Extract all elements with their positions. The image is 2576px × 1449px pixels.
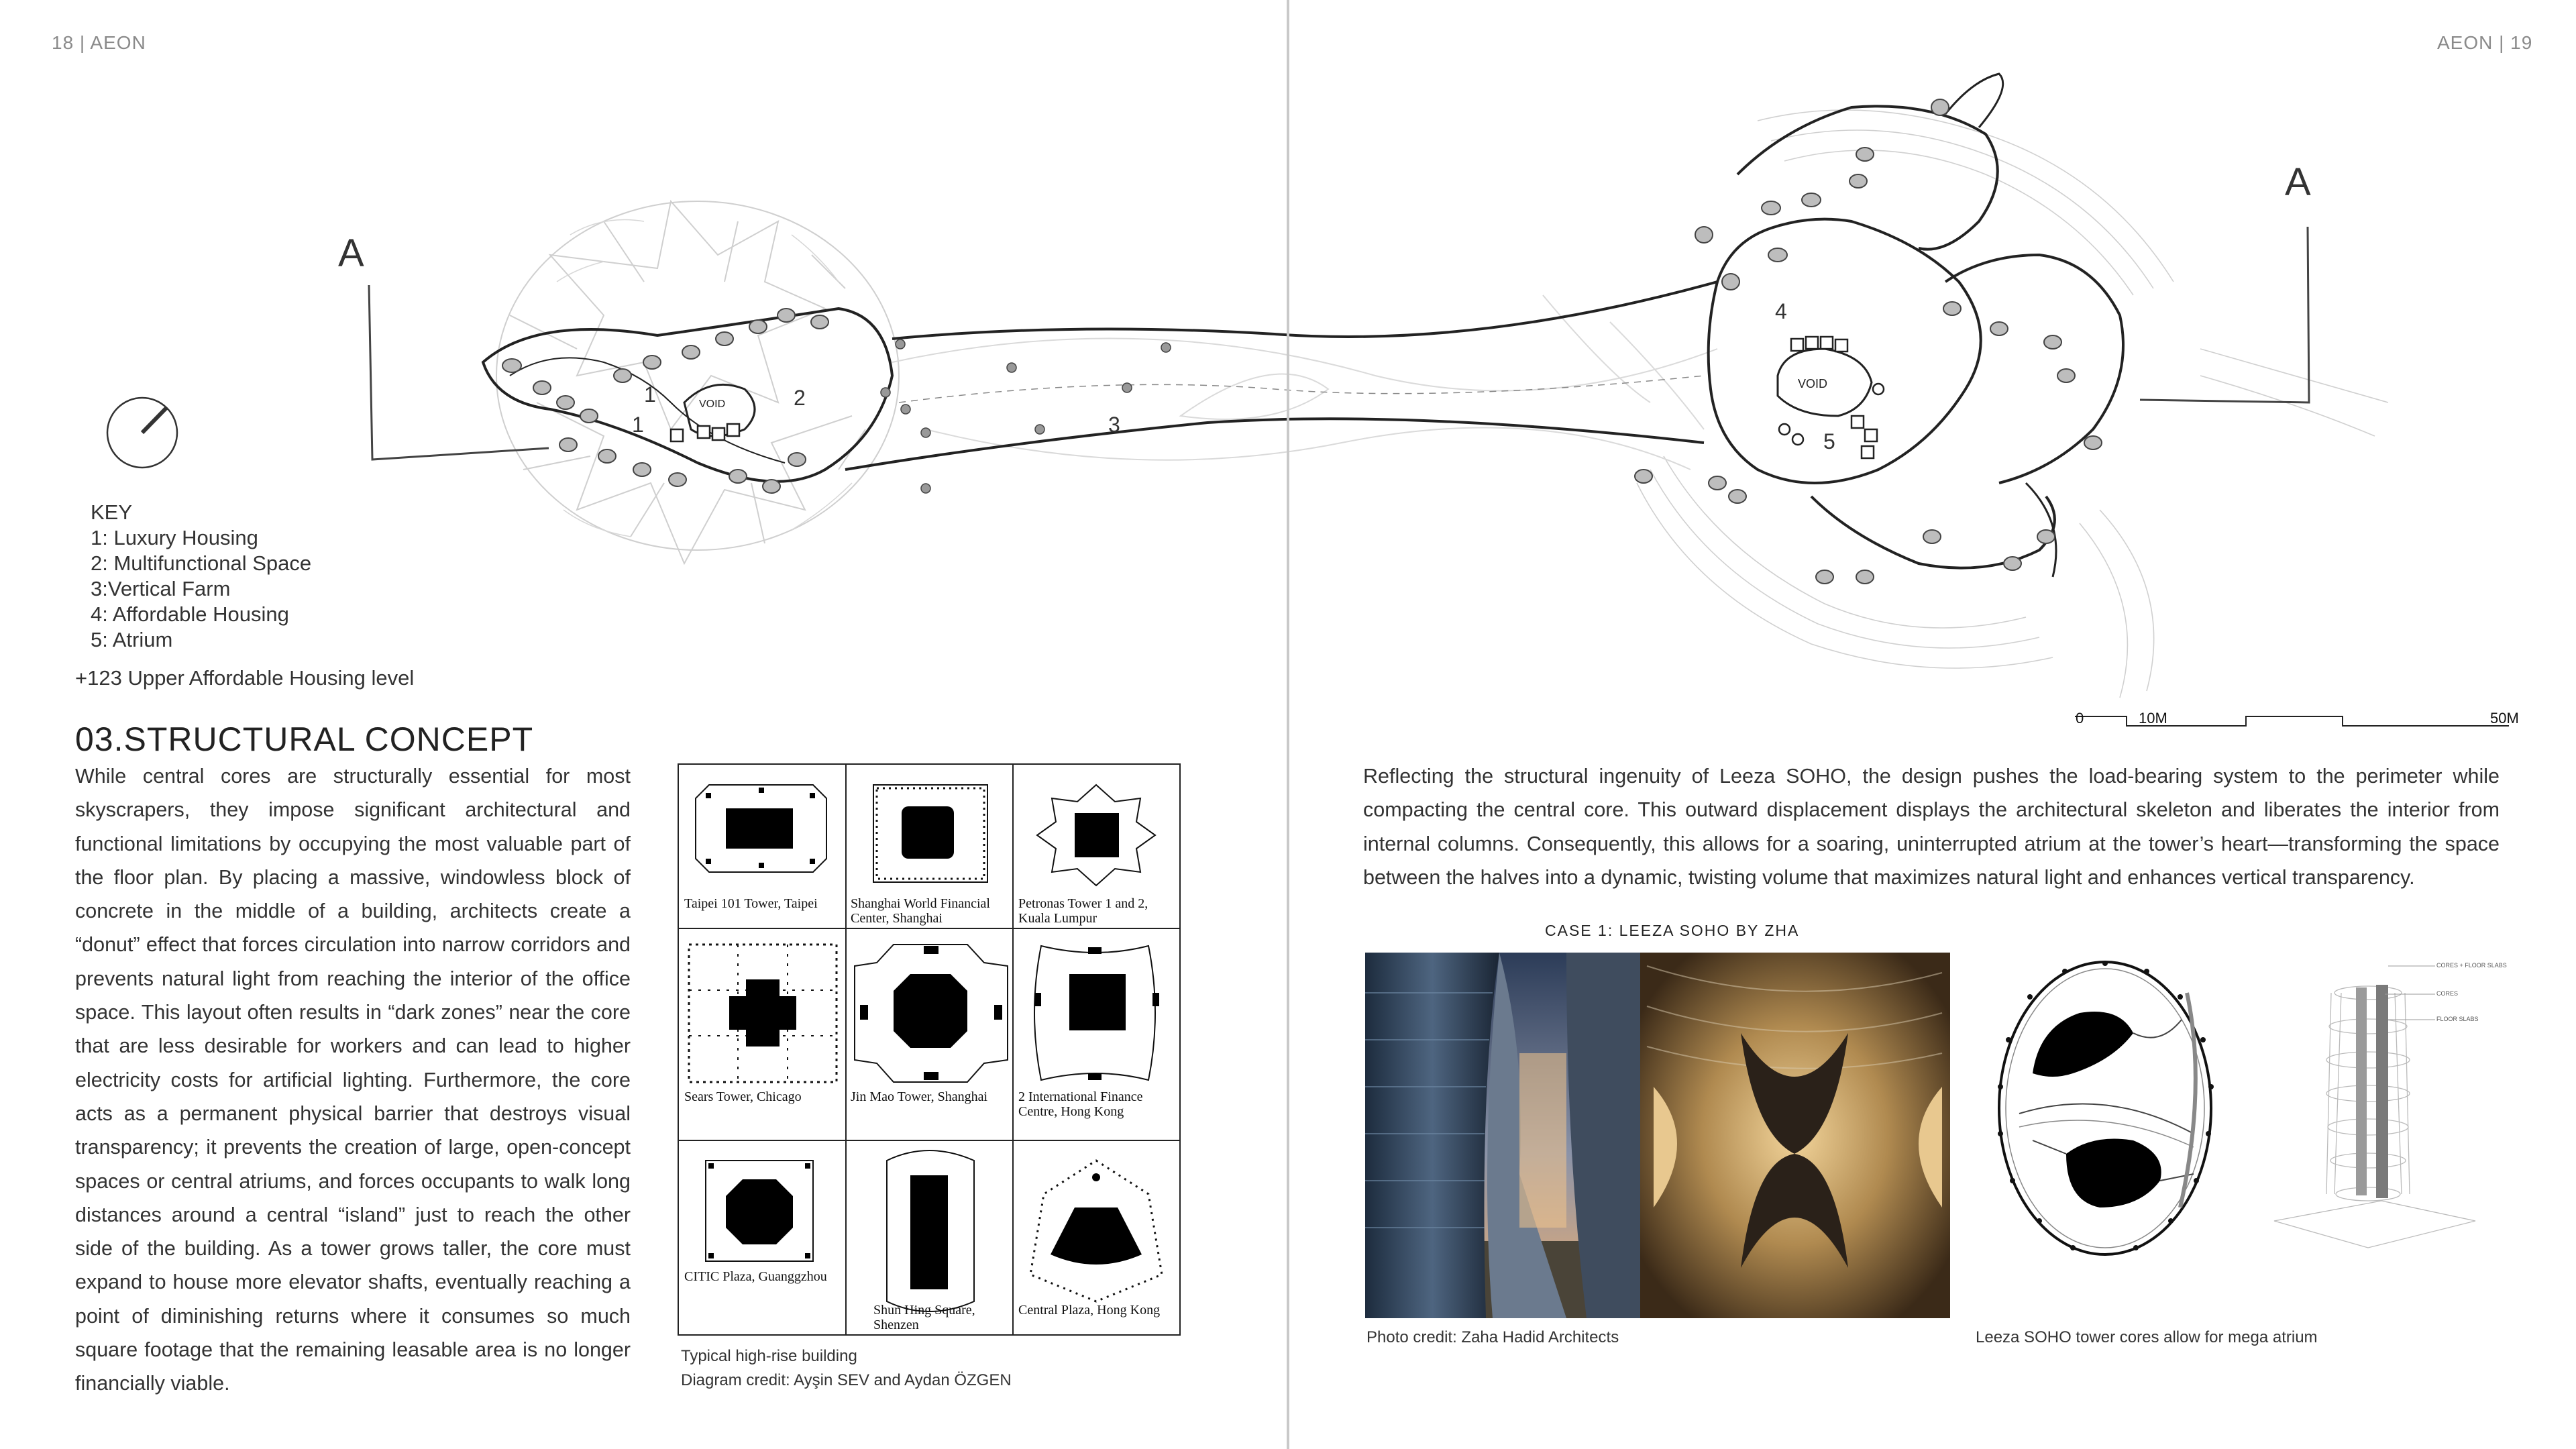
- plan-petronas: [1037, 785, 1155, 885]
- left-folio: 18 | AEON: [52, 32, 146, 53]
- cell-label-sears: Sears Tower, Chicago: [684, 1089, 802, 1104]
- core-south: [2066, 1139, 2161, 1208]
- north-arrow: [107, 398, 177, 468]
- scale-zero: 0: [2076, 710, 2084, 727]
- axo-label-cores: CORES: [2436, 990, 2459, 997]
- plan-shun-hing: [887, 1150, 974, 1311]
- leeza-core-plan-diagram: [1992, 953, 2220, 1268]
- plan-jin-mao: [855, 945, 1008, 1082]
- leeza-axonometric: [2234, 953, 2529, 1254]
- page-gutter: [1287, 0, 1289, 1449]
- plan-key: [91, 500, 311, 653]
- west-pod-outline: [483, 309, 892, 482]
- key-item-5: 5: Atrium: [91, 628, 173, 651]
- diagram-caption: Typical high-rise building: [681, 1347, 857, 1365]
- cell-label-taipei: Taipei 101 Tower, Taipei: [684, 896, 818, 911]
- cell-label-swfc-2: Center, Shanghai: [851, 911, 943, 926]
- cell-label-shun-hing-1: Shun Hing Square,: [873, 1303, 975, 1318]
- key-item-4: 4: Affordable Housing: [91, 602, 289, 626]
- cell-label-citic: CITIC Plaza, Guanggzhou: [684, 1269, 827, 1284]
- key-item-2: 2: Multifunctional Space: [91, 551, 312, 575]
- zone-label-2: 2: [794, 386, 806, 410]
- plan-taipei-101: [696, 785, 826, 872]
- zone-label-4: 4: [1775, 299, 1787, 323]
- core-diagram-caption: Leeza SOHO tower cores allow for mega atrium: [1976, 1328, 2318, 1346]
- core-north: [2033, 1012, 2133, 1077]
- key-title: KEY: [91, 500, 133, 524]
- bridge-columns: [881, 339, 1171, 493]
- void-label-east: VOID: [1798, 377, 1828, 390]
- plan-citic-plaza: [706, 1161, 813, 1261]
- diagram-credit: Diagram credit: Ayşin SEV and Aydan ÖZGEN: [681, 1371, 1012, 1389]
- scale-50m: 50M: [2490, 710, 2519, 727]
- zone-label-5: 5: [1823, 429, 1835, 453]
- east-wing-louvres: [1637, 110, 2388, 698]
- level-label: +123 Upper Affordable Housing level: [75, 666, 415, 690]
- plan-ifc-hong-kong: [1034, 946, 1159, 1080]
- photo-credit: Photo credit: Zaha Hadid Architects: [1366, 1328, 1619, 1346]
- cell-label-central-plaza: Central Plaza, Hong Kong: [1018, 1303, 1161, 1318]
- zone-label-1b: 1: [632, 413, 644, 437]
- structural-concept-body: While central cores are structurally essential for most skyscrapers, they impose significant architectural and functional limitations by occupying the most valuable part of the floor plan. By placing a massive, windowless block of concrete in the middle of a building, architects create a “donut” effect that forces circulation into narrow corridors and prevents natural light from reaching the interior of the office space. This layout often results in “dark zones” near the core that are less desirable for workers and can lead to higher electricity costs for artificial lighting. Furthermore, the core acts as a permanent physical barrier that destroys visual transparency; it prevents the creation of large, open-concept spaces or central atriums, and forces occupants to walk long distances around a central “island” just to reach the other side of the building. As a tower grows taller, the core must expand to house more elevator shafts, eventually reaching a point of diminishing returns where it consumes so much square footage that the remaining leasable area is no longer financially viable.: [75, 765, 631, 1395]
- bridge-outline: [892, 282, 1717, 339]
- cell-label-petronas-2: Kuala Lumpur: [1018, 911, 1097, 926]
- zone-label-1a: 1: [644, 382, 656, 407]
- cell-label-swfc-1: Shanghai World Financial: [851, 896, 990, 911]
- void-label-west: VOID: [699, 398, 726, 410]
- right-folio: AEON | 19: [2437, 32, 2533, 53]
- section-line-west: [369, 285, 549, 460]
- cell-label-ifc-1: 2 International Finance: [1018, 1089, 1143, 1104]
- section-marker-east: A: [2285, 160, 2311, 204]
- key-item-1: 1: Luxury Housing: [91, 526, 258, 549]
- leeza-soho-photo: [1365, 953, 1950, 1318]
- section-marker-west: A: [338, 231, 364, 275]
- scale-10m: 10M: [2139, 710, 2167, 727]
- case-study-title: CASE 1: LEEZA SOHO BY ZHA: [1545, 922, 1800, 939]
- west-facade-mesh: [496, 201, 899, 564]
- zone-label-3: 3: [1108, 413, 1120, 437]
- core-typology-diagram: [678, 763, 1181, 1336]
- section-title: 03.STRUCTURAL CONCEPT: [75, 720, 534, 758]
- key-item-3: 3:Vertical Farm: [91, 577, 231, 600]
- cell-label-petronas-1: Petronas Tower 1 and 2,: [1018, 896, 1148, 911]
- plan-sears-tower: [689, 945, 837, 1082]
- plan-central-plaza: [1030, 1161, 1162, 1301]
- cell-label-shun-hing-2: Shenzen: [873, 1318, 919, 1332]
- axo-label-floor-slabs: FLOOR SLABS: [2436, 1016, 2479, 1022]
- axo-label-cores-slabs: CORES + FLOOR SLABS: [2436, 962, 2507, 969]
- plan-shanghai-wfc: [873, 785, 987, 882]
- leeza-soho-body: Reflecting the structural ingenuity of Leeza SOHO, the design pushes the load-bearing system to the perimeter while compacting the central core. This outward displacement displays the architectural skeleton and liberates the interior from internal columns. Consequently, this allows for a soaring, uninterrupted atrium at the tower’s heart—transforming the space between the halves into a dynamic, twisting volume that maximizes natural light and enhances vertical transparency.: [1363, 765, 2500, 889]
- perimeter-columns: [502, 99, 2102, 584]
- cell-label-jin-mao: Jin Mao Tower, Shanghai: [851, 1089, 988, 1104]
- section-line-east: [2140, 227, 2309, 402]
- core-typology-grid: [679, 765, 1179, 1334]
- cell-label-ifc-2: Centre, Hong Kong: [1018, 1104, 1124, 1119]
